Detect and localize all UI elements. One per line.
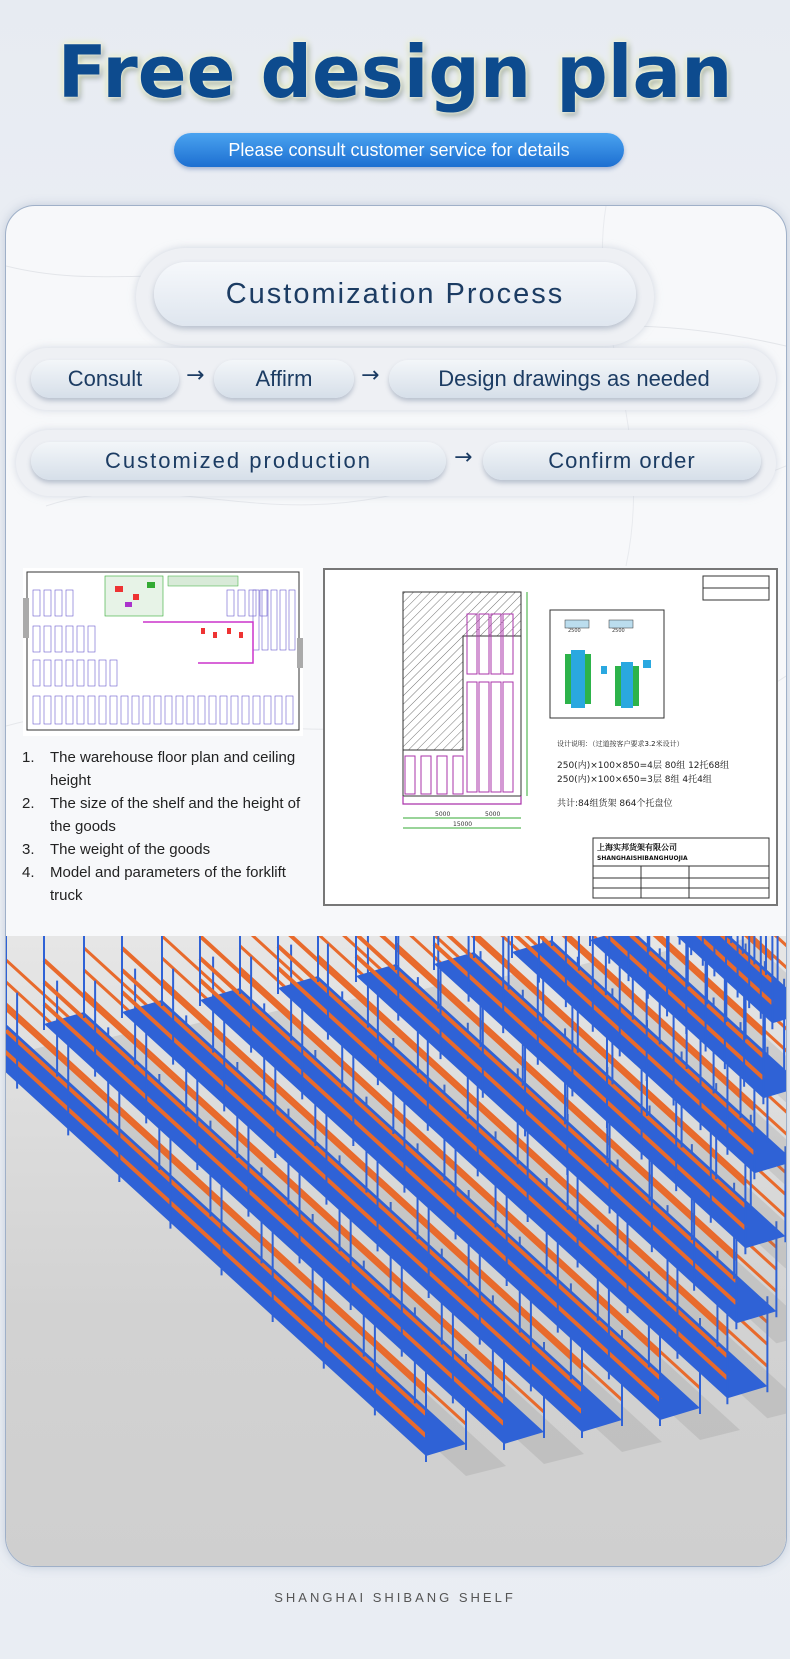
cad-rack xyxy=(405,756,415,794)
arrow-icon: → xyxy=(361,363,380,388)
arrow-icon: → xyxy=(186,363,205,388)
step-confirm-order: Confirm order xyxy=(483,442,761,480)
content-card xyxy=(5,205,787,1567)
dim-c-left: 2500 xyxy=(568,628,581,634)
spec-line-1: 250(内)×100×850=4层 80组 12托68组 xyxy=(557,761,729,771)
warehouse-floor-plan-image xyxy=(23,568,303,736)
consult-service-banner[interactable]: Please consult customer service for details xyxy=(174,133,624,167)
cad-rack xyxy=(421,756,431,794)
list-number: 4. xyxy=(22,864,35,881)
list-text: The weight of the goods xyxy=(50,841,211,858)
cad-layout-drawing xyxy=(323,568,778,906)
arrow-icon: → xyxy=(454,445,473,470)
step-consult: Consult xyxy=(31,360,179,398)
dim-a-right: 5000 xyxy=(485,811,501,818)
page-title: Free design plan xyxy=(57,30,733,114)
dim-b: 15000 xyxy=(453,821,473,828)
list-item xyxy=(20,746,310,792)
rack-rows xyxy=(6,936,786,1476)
company-name-en: SHANGHAISHIBANGHUOJIA xyxy=(597,855,688,862)
step-customized-production: Customized production xyxy=(31,442,446,480)
footer-brand: SHANGHAI SHIBANG SHELF xyxy=(274,1590,516,1605)
list-text: The size of the shelf and the height of the goods xyxy=(50,795,301,835)
cad-rack xyxy=(453,756,463,794)
cad-rack xyxy=(467,682,477,792)
cad-rack xyxy=(491,682,501,792)
company-name-cn: 上海实邦货架有限公司 xyxy=(597,843,677,852)
spec-total: 共计:84组货架 864个托盘位 xyxy=(557,799,673,809)
list-item xyxy=(20,838,310,861)
step-design-drawings: Design drawings as needed xyxy=(389,360,759,398)
warehouse-3d-render-image xyxy=(6,936,786,1566)
cad-rack xyxy=(437,756,447,794)
floor-plan-drawing xyxy=(23,568,303,736)
list-number: 2. xyxy=(22,795,35,812)
list-number: 1. xyxy=(22,749,35,766)
list-text: The warehouse floor plan and ceiling height xyxy=(50,749,296,789)
dim-a-left: 5000 xyxy=(435,811,451,818)
spec-line-2: 250(内)×100×650=3层 8组 4托4组 xyxy=(557,775,712,785)
process-title: Customization Process xyxy=(154,262,636,326)
cad-drawing xyxy=(325,570,776,904)
step-affirm: Affirm xyxy=(214,360,354,398)
rack-rendering xyxy=(6,936,786,1566)
list-number: 3. xyxy=(22,841,35,858)
list-item xyxy=(20,861,310,907)
dim-c-right: 2500 xyxy=(612,628,625,634)
list-item xyxy=(20,792,310,838)
cad-rack xyxy=(503,682,513,792)
list-text: Model and parameters of the forklift truck xyxy=(50,864,286,904)
requirements-list xyxy=(20,746,310,907)
cad-rack xyxy=(479,682,489,792)
design-note: 设计说明：（过道按客户要求3.2米设计） xyxy=(557,740,684,748)
